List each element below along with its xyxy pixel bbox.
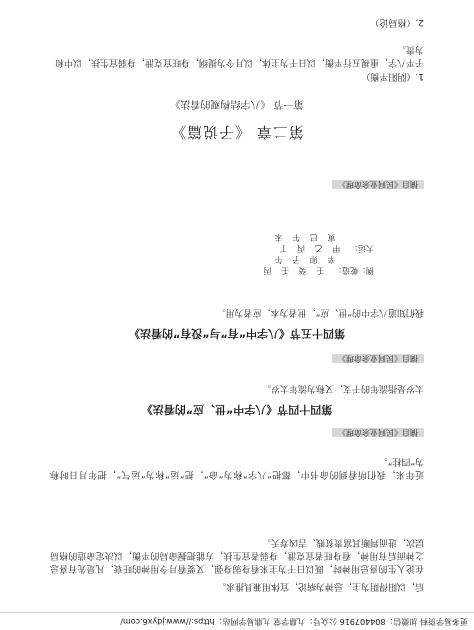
- source-tag: 摘自《民间业余命理》: [332, 428, 424, 437]
- source-note: [332, 178, 424, 190]
- list-item: 2.（格局论）: [370, 17, 424, 27]
- chart-row: 寅 巳 午 未: [274, 233, 374, 242]
- section-heading-45: 第四十五节《八字中“有”与“没有”的看法》: [129, 327, 345, 340]
- source-tag: 摘自《民间业余命理》: [332, 180, 424, 189]
- source-tag: 摘自《民间业余命理》: [332, 354, 424, 363]
- chart-row: 例：乾造： 壬 癸 壬 丙: [263, 266, 374, 275]
- paragraph: 我们知道八字中的“世、应”，世者为本，应者为用。: [216, 307, 424, 317]
- paragraph: 近年来，我们所看到的命书中，都把“八字”称为“命”，把“运”称为“运气”，把年月日时称为“四柱”。: [50, 456, 424, 479]
- subsection-title: 第一节 《八字结构观的看法》: [170, 98, 304, 109]
- chart-row: 辛 卯 子 午: [274, 255, 374, 264]
- paragraph: 在论人生的喜忌用神时，既以日干为主来看身弱身强，又要看月令用神的旺衰，凡是先有喜忌之神而后有用神，看身旺者宜克泄，身弱者宜生扶，方能把握命局的平衡，以决定命造的格局层次，进而判断其富贵贫贱、吉凶寿夭。: [50, 537, 424, 573]
- chapter-title: 第二章 《子说篇》: [170, 123, 304, 141]
- chart-row: 大运： 甲 乙 丙 丁: [279, 244, 374, 253]
- paragraph: 后，以阳得阴为主，忌神为病论，宜体用兼具推求。: [216, 581, 424, 591]
- section-heading-44: 第四十四节《八字中“世、应”的看法》: [141, 403, 333, 416]
- page-header: 更多易学资料 加微信：804407916 公众号：九鼎学堂 九鼎易学网站：https://www.jdyx6.com/: [0, 612, 474, 630]
- bazi-chart: [174, 232, 374, 276]
- list-item: 子平八字，重视五行平衡，以日干为主体，以月令为提纲，身旺宜克泄，身弱宜生扶，以中和为贵。: [54, 44, 424, 67]
- source-note: [332, 352, 424, 364]
- list-item: 1.（阴阳平衡）: [361, 71, 424, 81]
- paragraph: 太岁是指流年的干支，又称为流年太岁。: [261, 383, 424, 393]
- source-note: [332, 426, 424, 438]
